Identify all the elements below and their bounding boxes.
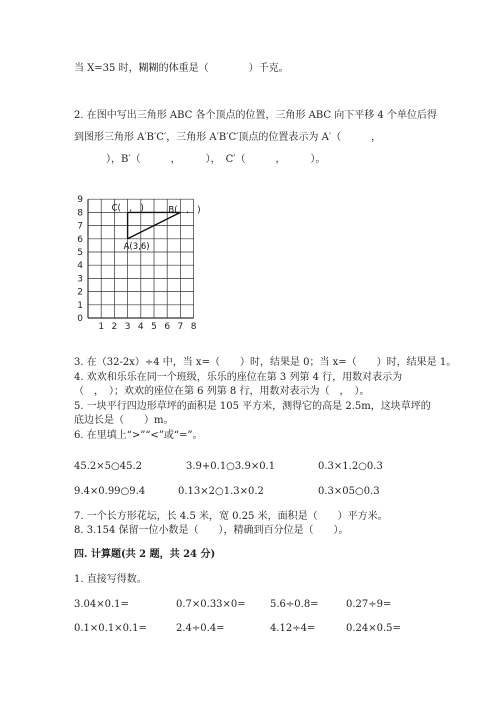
y-tick-label: 2 (77, 287, 83, 298)
y-tick-label: 9 (77, 195, 83, 206)
calc-item: 0.24×0.5= (346, 623, 401, 634)
calc-item: 0.1×0.1×0.1= (74, 623, 147, 634)
y-tick-label: 7 (77, 221, 83, 232)
compare-item: 0.13×2○1.3×0.2 (178, 486, 264, 497)
x-tick-label: 7 (177, 322, 184, 332)
x-tick-label: 4 (137, 322, 144, 332)
question-5-line-1: 5. 一块平行四边形草坪的面积是 105 平方米，测得它的高是 2.5m，这块草坪的 (74, 401, 431, 412)
question-3: 3. 在（32-2x）÷4 中，当 x=（ ）时，结果是 0；当 x=（ ）时，结果是 1。 (74, 357, 457, 368)
x-tick-label: 2 (111, 322, 118, 332)
question-2-line-1: 2. 在图中写出三角形 ABC 各个顶点的位置，三角形 ABC 向下平移 4 个单位后得 (74, 110, 437, 121)
y-tick-label: 3 (77, 274, 83, 285)
question-4-line-2: （ ， ）；欢欢的座位在第 6 列第 8 行，用数对表示为（ ， ）。 (74, 386, 370, 397)
coordinate-grid-svg (72, 186, 212, 332)
x-tick-label: 8 (190, 322, 197, 332)
question-2-line-3: ），B′（ ， ）， C′（ ， ）。 (86, 154, 326, 165)
compare-item: 0.3×05○0.3 (318, 486, 380, 497)
y-tick-label: 5 (77, 248, 83, 258)
compare-item: 9.4×0.99○9.4 (74, 486, 146, 497)
compare-item: 3.9+0.1○3.9×0.1 (186, 461, 276, 472)
calc-item: 4.12÷4= (270, 623, 316, 634)
question-8: 8. 3.154 保留一位小数是（ ），精确到百分位是（ ）。 (74, 525, 349, 536)
x-tick-label: 1 (98, 322, 105, 332)
y-tick-label: 6 (77, 234, 83, 245)
y-tick-label: 8 (77, 208, 83, 219)
question-6: 6. 在里填上“>”“<”或“=”。 (74, 430, 203, 441)
x-tick-label: 6 (164, 322, 171, 332)
calc-item: 0.7×0.33×0= (176, 599, 246, 610)
x-tick-label: 3 (124, 322, 131, 332)
point-label-a: A(3,6) (123, 241, 150, 252)
y-tick-label: 0 (77, 314, 83, 324)
question-4-line-1: 4. 欢欢和乐乐在同一个班级，乐乐的座位在第 3 列第 4 行，用数对表示为 (74, 372, 403, 383)
y-tick-label: 1 (77, 300, 83, 311)
section-heading: 四. 计算题(共 2 题，共 24 分) (74, 549, 216, 560)
question-1-tail: 当 X=35 时，糊糊的体重是（ ）千克。 (74, 63, 289, 74)
calc-item: 2.4÷0.4= (176, 623, 225, 634)
question-2-line-2: 到图形三角形 A′B′C′，三角形 A′B′C′顶点的位置表示为 A′（ ， (74, 132, 382, 143)
y-tick-label: 4 (77, 261, 83, 272)
x-tick-label: 5 (151, 322, 157, 332)
compare-item: 45.2×5○45.2 (74, 461, 142, 472)
calc-item: 3.04×0.1= (74, 599, 129, 610)
calc-intro: 1. 直接写得数。 (74, 574, 147, 585)
question-7: 7. 一个长方形花坛，长 4.5 米，宽 0.25 米，面积是（ ）平方米。 (74, 511, 388, 522)
question-5-line-2: 底边长是（ ）m。 (74, 415, 174, 426)
coordinate-grid (72, 186, 212, 332)
point-label-c: C( , ) (111, 203, 144, 214)
calc-item: 5.6÷0.8= (270, 599, 319, 610)
point-label-b: B( , ) (168, 205, 201, 216)
compare-item: 0.3×1.2○0.3 (318, 461, 383, 472)
calc-item: 0.27÷9= (346, 599, 392, 610)
